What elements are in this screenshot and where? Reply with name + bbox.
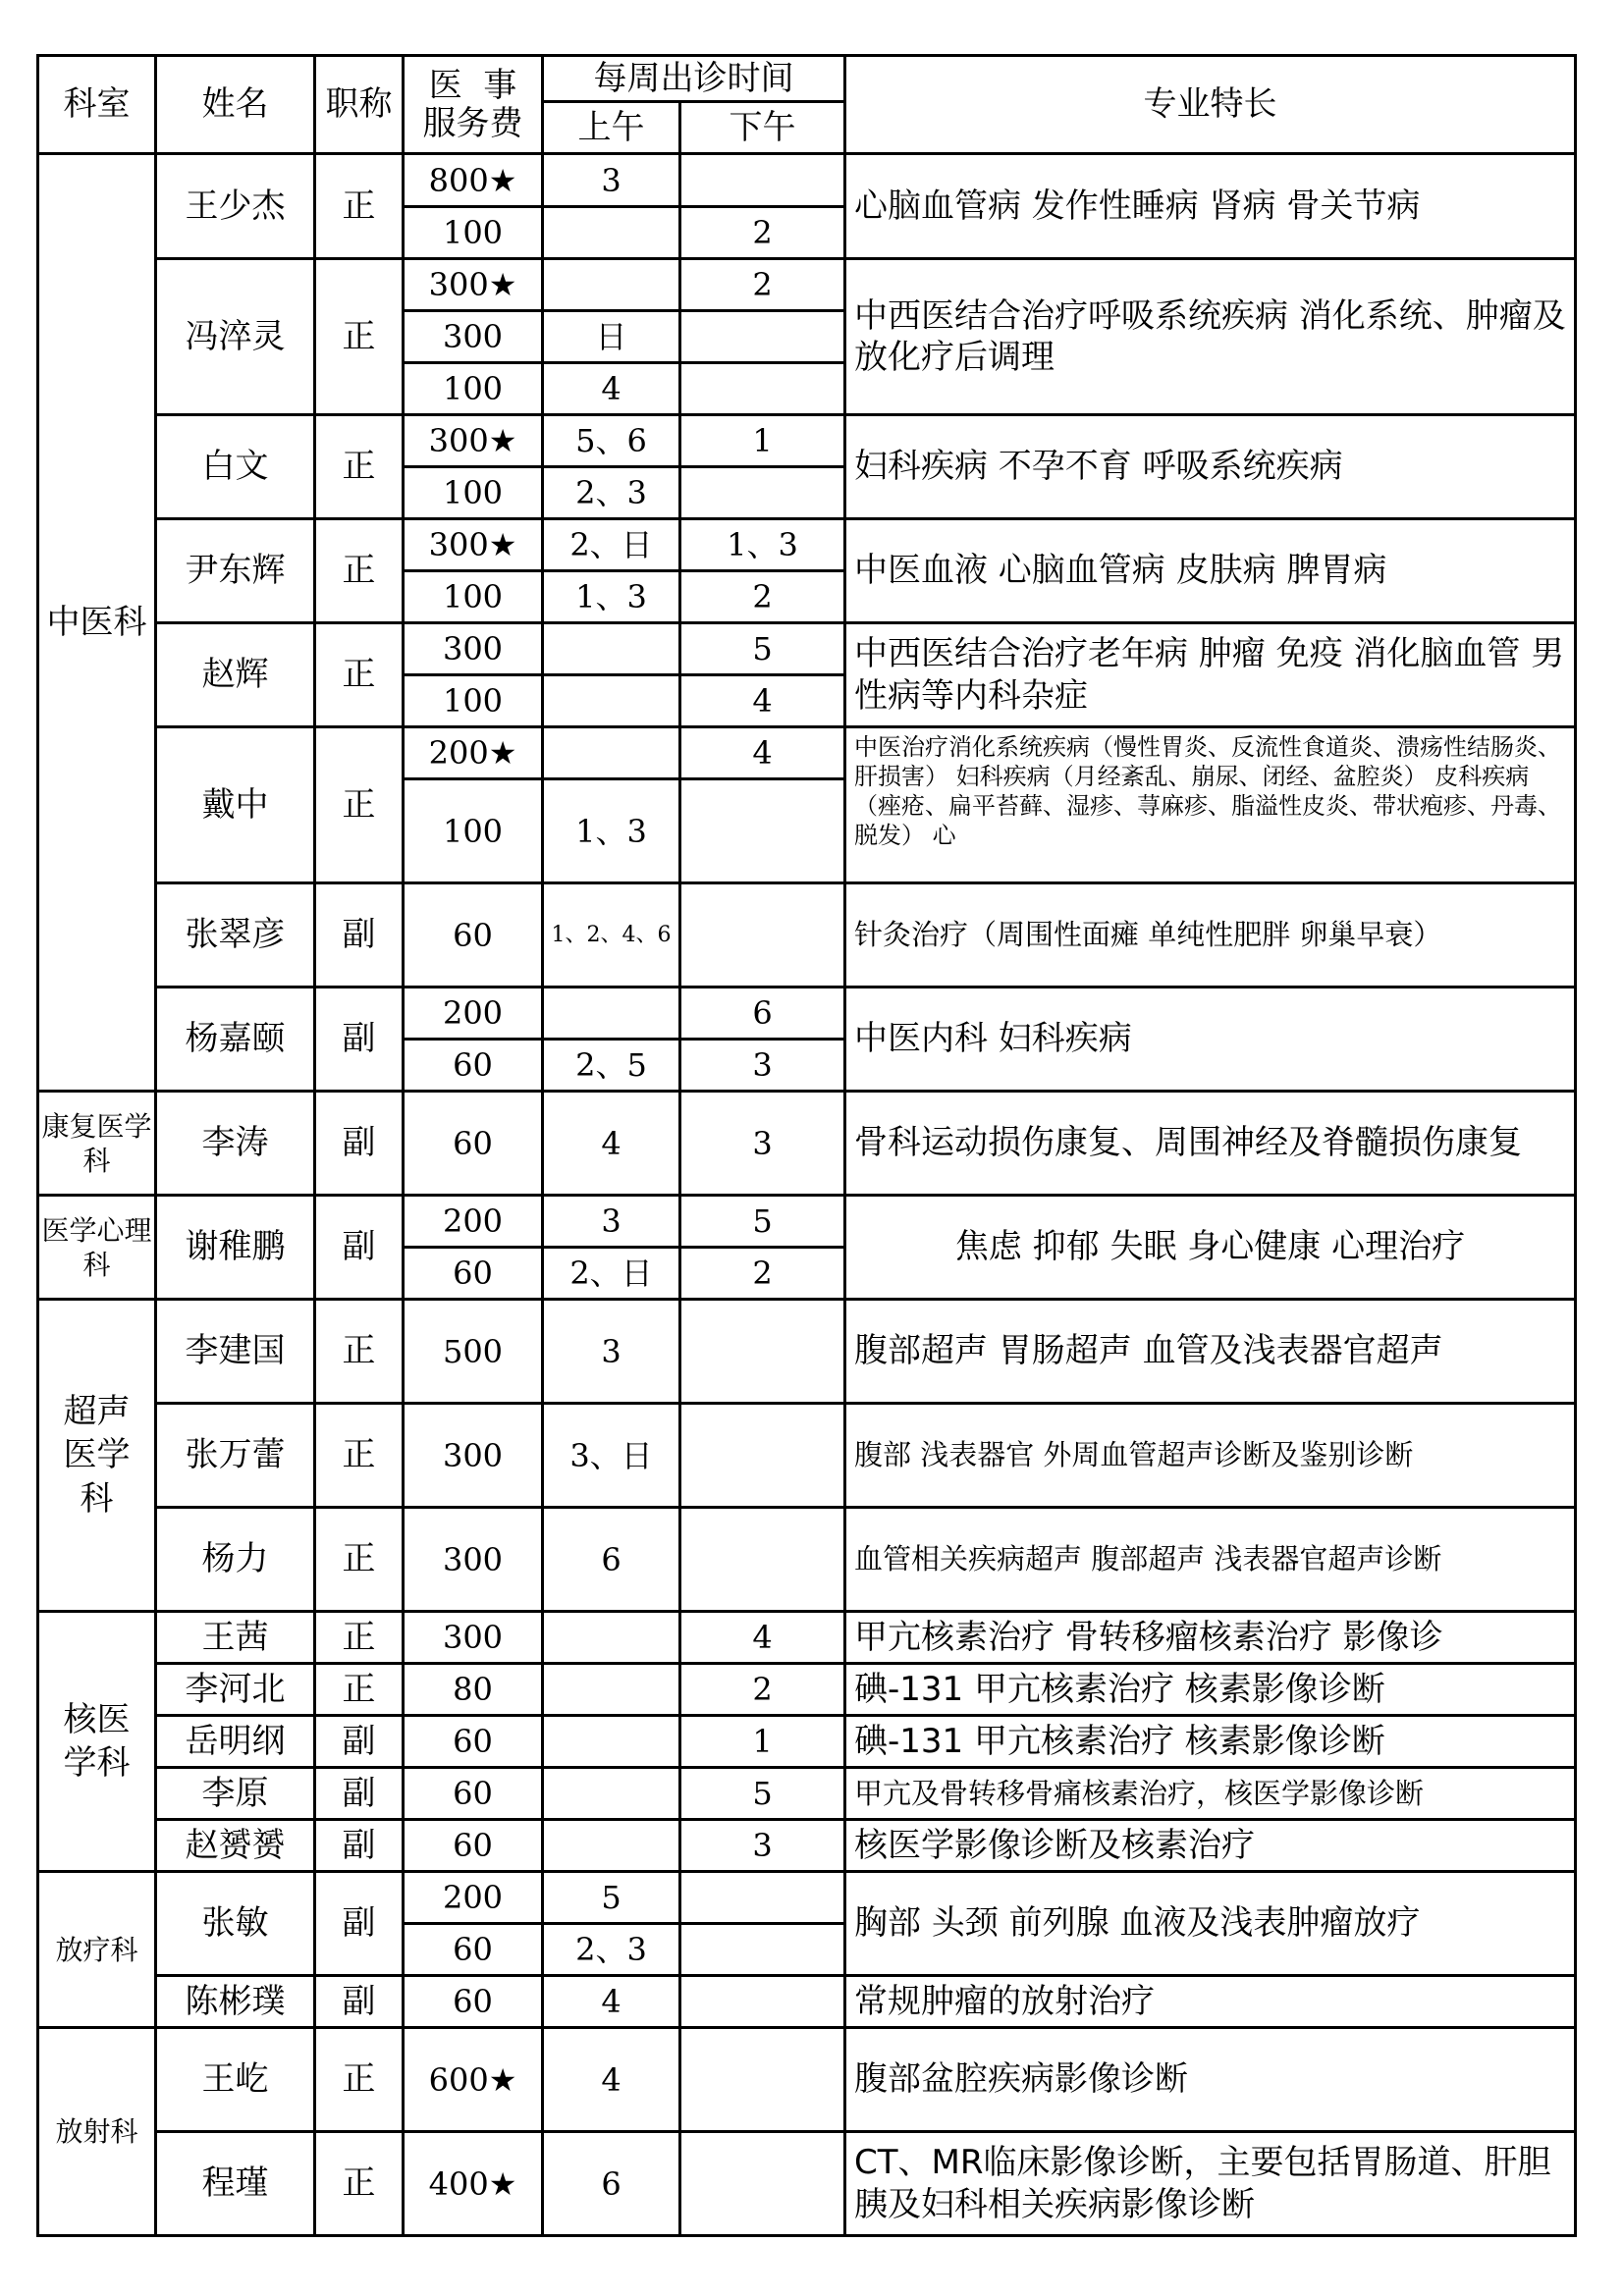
- pm-cell: [680, 154, 845, 207]
- am-cell: [543, 1716, 680, 1768]
- fee-cell: 100: [404, 571, 543, 623]
- pm-cell: [680, 311, 845, 363]
- table-row: [38, 1404, 1576, 1508]
- pm-cell: [680, 2132, 845, 2236]
- dept-cell: 放射科: [38, 2028, 156, 2236]
- doctor-title: 正: [315, 1508, 404, 1612]
- am-cell: 5: [543, 1872, 680, 1924]
- table-row: [38, 1872, 1576, 1924]
- doctor-title: 正: [315, 1300, 404, 1404]
- fee-cell: 300★: [404, 259, 543, 311]
- dept-cell: 中医科: [38, 154, 156, 1092]
- doctor-title: 正: [315, 259, 404, 415]
- doctor-title: 正: [315, 519, 404, 623]
- fee-cell: 100: [404, 363, 543, 415]
- fee-cell: 300: [404, 623, 543, 675]
- doctor-title: 副: [315, 1196, 404, 1300]
- pm-cell: 2: [680, 207, 845, 259]
- doctor-name: 王茜: [156, 1612, 315, 1664]
- am-cell: 4: [543, 2028, 680, 2132]
- fee-cell: 200★: [404, 727, 543, 779]
- table-row: [38, 727, 1576, 779]
- am-cell: 4: [543, 1976, 680, 2028]
- am-cell: 6: [543, 2132, 680, 2236]
- header-dept: 科室: [38, 56, 156, 154]
- am-cell: [543, 623, 680, 675]
- specialty-cell: 腹部超声 胃肠超声 血管及浅表器官超声: [845, 1300, 1576, 1404]
- specialty-cell: 针灸治疗（周围性面瘫 单纯性肥胖 卵巢早衰）: [845, 883, 1576, 988]
- specialty-cell: 心脑血管病 发作性睡病 肾病 骨关节病: [845, 154, 1576, 259]
- doctor-title: 正: [315, 415, 404, 519]
- specialty-cell: [845, 727, 1576, 883]
- doctor-name: 冯淬灵: [156, 259, 315, 415]
- specialty-cell: 碘-131 甲亢核素治疗 核素影像诊断: [845, 1664, 1576, 1716]
- table-row: [38, 259, 1576, 311]
- doctor-title: 副: [315, 988, 404, 1092]
- am-cell: 日: [543, 311, 680, 363]
- pm-cell: [680, 467, 845, 519]
- doctor-name: 王少杰: [156, 154, 315, 259]
- doctor-title: 正: [315, 1612, 404, 1664]
- fee-cell: 300: [404, 311, 543, 363]
- am-cell: 3: [543, 1196, 680, 1248]
- pm-cell: [680, 883, 845, 988]
- table-row: [38, 1664, 1576, 1716]
- doctor-title: 正: [315, 1664, 404, 1716]
- doctor-name: 戴中: [156, 727, 315, 883]
- fee-cell: 400★: [404, 2132, 543, 2236]
- fee-cell: 200: [404, 1872, 543, 1924]
- doctor-name: 李原: [156, 1768, 315, 1820]
- fee-cell: 100: [404, 207, 543, 259]
- pm-cell: 2: [680, 571, 845, 623]
- specialty-cell: 常规肿瘤的放射治疗: [845, 1976, 1576, 2028]
- am-cell: [543, 259, 680, 311]
- specialty-cell: 妇科疾病 不孕不育 呼吸系统疾病: [845, 415, 1576, 519]
- fee-cell: 200: [404, 1196, 543, 1248]
- header-specialty: 专业特长: [845, 56, 1576, 154]
- doctor-name: 张万蕾: [156, 1404, 315, 1508]
- dept-cell: 放疗科: [38, 1872, 156, 2028]
- am-cell: 3: [543, 1300, 680, 1404]
- table-row: [38, 1092, 1576, 1196]
- am-cell: 1、2、4、6: [543, 883, 680, 988]
- doctor-title: 副: [315, 1820, 404, 1872]
- doctor-title: 正: [315, 154, 404, 259]
- header-pm: 下午: [680, 102, 845, 154]
- clinic-schedule-table: [36, 54, 1577, 2237]
- specialty-cell: 碘-131 甲亢核素治疗 核素影像诊断: [845, 1716, 1576, 1768]
- pm-cell: 3: [680, 1820, 845, 1872]
- specialty-cell: 骨科运动损伤康复、周围神经及脊髓损伤康复: [845, 1092, 1576, 1196]
- fee-cell: 800★: [404, 154, 543, 207]
- table-row: [38, 415, 1576, 467]
- specialty-cell: CT、MR临床影像诊断，主要包括胃肠道、肝胆胰及妇科相关疾病影像诊断: [845, 2132, 1576, 2236]
- table-row: [38, 2028, 1576, 2132]
- fee-cell: 300: [404, 1404, 543, 1508]
- fee-cell: 60: [404, 1820, 543, 1872]
- fee-cell: 60: [404, 1092, 543, 1196]
- header-weekly-hours: 每周出诊时间: [543, 56, 845, 102]
- am-cell: 2、3: [543, 1924, 680, 1976]
- header-title: 职称: [315, 56, 404, 154]
- am-cell: 2、3: [543, 467, 680, 519]
- fee-cell: 60: [404, 883, 543, 988]
- doctor-name: 李涛: [156, 1092, 315, 1196]
- header-name: 姓名: [156, 56, 315, 154]
- table-row: [38, 1976, 1576, 2028]
- specialty-cell: 中西医结合治疗老年病 肿瘤 免疫 消化脑血管 男性病等内科杂症: [845, 623, 1576, 727]
- dept-cell: [38, 1612, 156, 1872]
- pm-cell: 1: [680, 415, 845, 467]
- table-row: [38, 883, 1576, 988]
- doctor-title: 正: [315, 1404, 404, 1508]
- fee-cell: 300: [404, 1612, 543, 1664]
- doctor-name: 杨嘉颐: [156, 988, 315, 1092]
- pm-cell: [680, 1872, 845, 1924]
- fee-cell: 100: [404, 467, 543, 519]
- pm-cell: [680, 363, 845, 415]
- dept-label: 超声医学科: [63, 1392, 131, 1519]
- pm-cell: 6: [680, 988, 845, 1040]
- specialty-text: 中医治疗消化系统疾病（慢性胃炎、反流性食道炎、溃疡性结肠炎、肝损害） 妇科疾病（月经紊乱、崩尿、闭经、盆腔炎） 皮科疾病（痤疮、扁平苔藓、湿疹、荨麻疹、脂溢性皮炎、带状疱疹、丹毒、脱发） 心: [854, 733, 1561, 849]
- am-cell: 1、3: [543, 779, 680, 883]
- table-row: [38, 1820, 1576, 1872]
- table-row: [38, 1768, 1576, 1820]
- am-cell: [543, 988, 680, 1040]
- doctor-title: 副: [315, 1976, 404, 2028]
- doctor-name: 谢稚鹏: [156, 1196, 315, 1300]
- doctor-name: 王屹: [156, 2028, 315, 2132]
- specialty-cell: 胸部 头颈 前列腺 血液及浅表肿瘤放疗: [845, 1872, 1576, 1976]
- header-fee-line2: 服务费: [422, 103, 523, 143]
- dept-cell: 康复医学科: [38, 1092, 156, 1196]
- dept-cell: 医学心理科: [38, 1196, 156, 1300]
- specialty-cell: 腹部 浅表器官 外周血管超声诊断及鉴别诊断: [845, 1404, 1576, 1508]
- specialty-cell: 甲亢及骨转移骨痛核素治疗，核医学影像诊断: [845, 1768, 1576, 1820]
- specialty-cell: 中西医结合治疗呼吸系统疾病 消化系统、肿瘤及放化疗后调理: [845, 259, 1576, 415]
- doctor-name: 赵赟赟: [156, 1820, 315, 1872]
- pm-cell: 5: [680, 623, 845, 675]
- am-cell: [543, 675, 680, 727]
- doctor-name: 张敏: [156, 1872, 315, 1976]
- table-row: [38, 1508, 1576, 1612]
- am-cell: [543, 727, 680, 779]
- fee-cell: 60: [404, 1768, 543, 1820]
- table-row: [38, 1612, 1576, 1664]
- doctor-title: 正: [315, 727, 404, 883]
- pm-cell: 4: [680, 727, 845, 779]
- am-cell: [543, 1768, 680, 1820]
- fee-cell: 60: [404, 1924, 543, 1976]
- doctor-name: 张翠彦: [156, 883, 315, 988]
- fee-cell: 200: [404, 988, 543, 1040]
- pm-cell: 5: [680, 1196, 845, 1248]
- pm-cell: 2: [680, 1248, 845, 1300]
- am-cell: 3、日: [543, 1404, 680, 1508]
- doctor-name: 陈彬璞: [156, 1976, 315, 2028]
- header-fee: [404, 56, 543, 154]
- fee-cell: 300★: [404, 415, 543, 467]
- pm-cell: [680, 1404, 845, 1508]
- fee-cell: 60: [404, 1716, 543, 1768]
- doctor-title: 正: [315, 623, 404, 727]
- doctor-title: 副: [315, 1092, 404, 1196]
- header-fee-line1: 医 事: [428, 66, 517, 106]
- doctor-title: 副: [315, 1872, 404, 1976]
- fee-cell: 60: [404, 1248, 543, 1300]
- dept-label: 核医学科: [63, 1699, 131, 1783]
- table-row: [38, 1300, 1576, 1404]
- am-cell: [543, 1612, 680, 1664]
- specialty-cell: 中医血液 心脑血管病 皮肤病 脾胃病: [845, 519, 1576, 623]
- doctor-name: 李河北: [156, 1664, 315, 1716]
- doctor-name: 岳明纲: [156, 1716, 315, 1768]
- specialty-cell: 焦虑 抑郁 失眠 身心健康 心理治疗: [845, 1196, 1576, 1300]
- doctor-title: 副: [315, 1716, 404, 1768]
- pm-cell: 2: [680, 259, 845, 311]
- pm-cell: [680, 1976, 845, 2028]
- pm-cell: 5: [680, 1768, 845, 1820]
- fee-cell: 300: [404, 1508, 543, 1612]
- pm-cell: [680, 1508, 845, 1612]
- pm-cell: 3: [680, 1092, 845, 1196]
- am-cell: 2、日: [543, 519, 680, 571]
- am-cell: 3: [543, 154, 680, 207]
- am-cell: 4: [543, 1092, 680, 1196]
- am-cell: 2、日: [543, 1248, 680, 1300]
- am-cell: 4: [543, 363, 680, 415]
- pm-cell: [680, 2028, 845, 2132]
- specialty-cell: 中医内科 妇科疾病: [845, 988, 1576, 1092]
- table-row: [38, 988, 1576, 1040]
- doctor-name: 尹东辉: [156, 519, 315, 623]
- table-row: [38, 519, 1576, 571]
- fee-cell: 600★: [404, 2028, 543, 2132]
- fee-cell: 100: [404, 675, 543, 727]
- fee-cell: 100: [404, 779, 543, 883]
- am-cell: 2、5: [543, 1040, 680, 1092]
- am-cell: 1、3: [543, 571, 680, 623]
- specialty-cell: 核医学影像诊断及核素治疗: [845, 1820, 1576, 1872]
- pm-cell: 1、3: [680, 519, 845, 571]
- table-row: [38, 154, 1576, 207]
- fee-cell: 300★: [404, 519, 543, 571]
- header-row: [38, 56, 1576, 102]
- am-cell: [543, 1820, 680, 1872]
- table-row: [38, 1716, 1576, 1768]
- specialty-cell: 血管相关疾病超声 腹部超声 浅表器官超声诊断: [845, 1508, 1576, 1612]
- doctor-name: 杨力: [156, 1508, 315, 1612]
- pm-cell: 4: [680, 1612, 845, 1664]
- doctor-name: 白文: [156, 415, 315, 519]
- doctor-title: 正: [315, 2132, 404, 2236]
- am-cell: [543, 1664, 680, 1716]
- doctor-title: 正: [315, 2028, 404, 2132]
- header-am: 上午: [543, 102, 680, 154]
- doctor-name: 赵辉: [156, 623, 315, 727]
- doctor-name: 李建国: [156, 1300, 315, 1404]
- specialty-cell: 甲亢核素治疗 骨转移瘤核素治疗 影像诊: [845, 1612, 1576, 1664]
- pm-cell: 2: [680, 1664, 845, 1716]
- fee-cell: 500: [404, 1300, 543, 1404]
- pm-cell: [680, 779, 845, 883]
- am-cell: 6: [543, 1508, 680, 1612]
- table-row: [38, 623, 1576, 675]
- doctor-title: 副: [315, 883, 404, 988]
- specialty-cell: 腹部盆腔疾病影像诊断: [845, 2028, 1576, 2132]
- doctor-name: 程瑾: [156, 2132, 315, 2236]
- fee-cell: 80: [404, 1664, 543, 1716]
- table-row: [38, 1196, 1576, 1248]
- pm-cell: 3: [680, 1040, 845, 1092]
- pm-cell: [680, 1300, 845, 1404]
- am-cell: 5、6: [543, 415, 680, 467]
- table-row: [38, 2132, 1576, 2236]
- am-cell: [543, 207, 680, 259]
- doctor-title: 副: [315, 1768, 404, 1820]
- fee-cell: 60: [404, 1976, 543, 2028]
- fee-cell: 60: [404, 1040, 543, 1092]
- dept-cell: [38, 1300, 156, 1612]
- pm-cell: 4: [680, 675, 845, 727]
- pm-cell: [680, 1924, 845, 1976]
- pm-cell: 1: [680, 1716, 845, 1768]
